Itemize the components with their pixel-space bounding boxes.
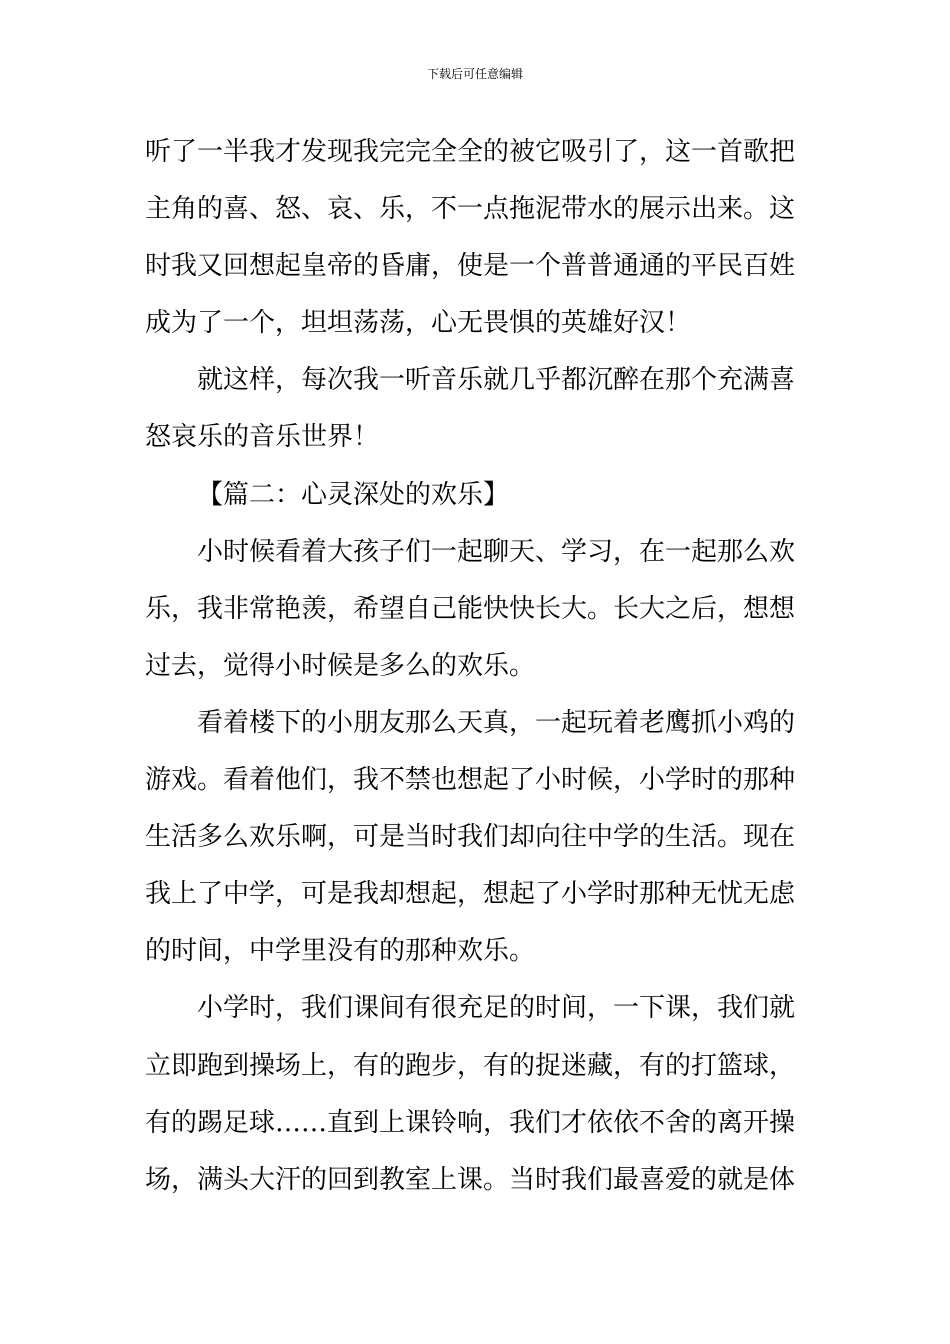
text-line: 主角的喜、怒、哀、乐，不一点拖泥带水的展示出来。这 bbox=[145, 194, 796, 225]
text-line: 场，满头大汗的回到教室上课。当时我们最喜爱的就是体 bbox=[145, 1164, 796, 1195]
document-body bbox=[145, 124, 807, 1209]
text-line: 有的踢足球……直到上课铃响，我们才依依不舍的离开操 bbox=[145, 1107, 796, 1138]
text-line: 小学时，我们课间有很充足的时间，一下课，我们就 bbox=[197, 993, 796, 1024]
text-line: 时我又回想起皇帝的昏庸，使是一个普普通通的平民百姓 bbox=[145, 251, 796, 282]
page-header: 下载后可任意编辑 bbox=[426, 67, 523, 81]
text-line: 我上了中学，可是我却想起，想起了小学时那种无忧无虑 bbox=[145, 879, 796, 910]
text-line: 生活多么欢乐啊，可是当时我们却向往中学的生活。现在 bbox=[145, 822, 796, 853]
text-line: 的时间，中学里没有的那种欢乐。 bbox=[145, 936, 536, 967]
text-line: 立即跑到操场上，有的跑步，有的捉迷藏，有的打篮球， bbox=[145, 1050, 796, 1081]
text-line: 看着楼下的小朋友那么天真，一起玩着老鹰抓小鸡的 bbox=[197, 707, 796, 738]
text-line: 听了一半我才发现我完完全全的被它吸引了，这一首歌把 bbox=[145, 137, 796, 167]
text-line: 游戏。看着他们，我不禁也想起了小时候，小学时的那种 bbox=[145, 765, 796, 796]
text-line: 就这样，每次我一听音乐就几乎都沉醉在那个充满喜 bbox=[197, 365, 796, 396]
text-line: 乐，我非常艳羡，希望自己能快快长大。长大之后，想想 bbox=[145, 593, 796, 624]
section-heading: 【篇二：心灵深处的欢乐】 bbox=[197, 479, 510, 510]
text-line: 过去，觉得小时候是多么的欢乐。 bbox=[145, 650, 536, 681]
text-line: 成为了一个，坦坦荡荡，心无畏惧的英雄好汉！ bbox=[145, 308, 692, 339]
text-line: 怒哀乐的音乐世界！ bbox=[145, 422, 380, 453]
text-line: 小时候看着大孩子们一起聊天、学习，在一起那么欢 bbox=[197, 536, 796, 567]
